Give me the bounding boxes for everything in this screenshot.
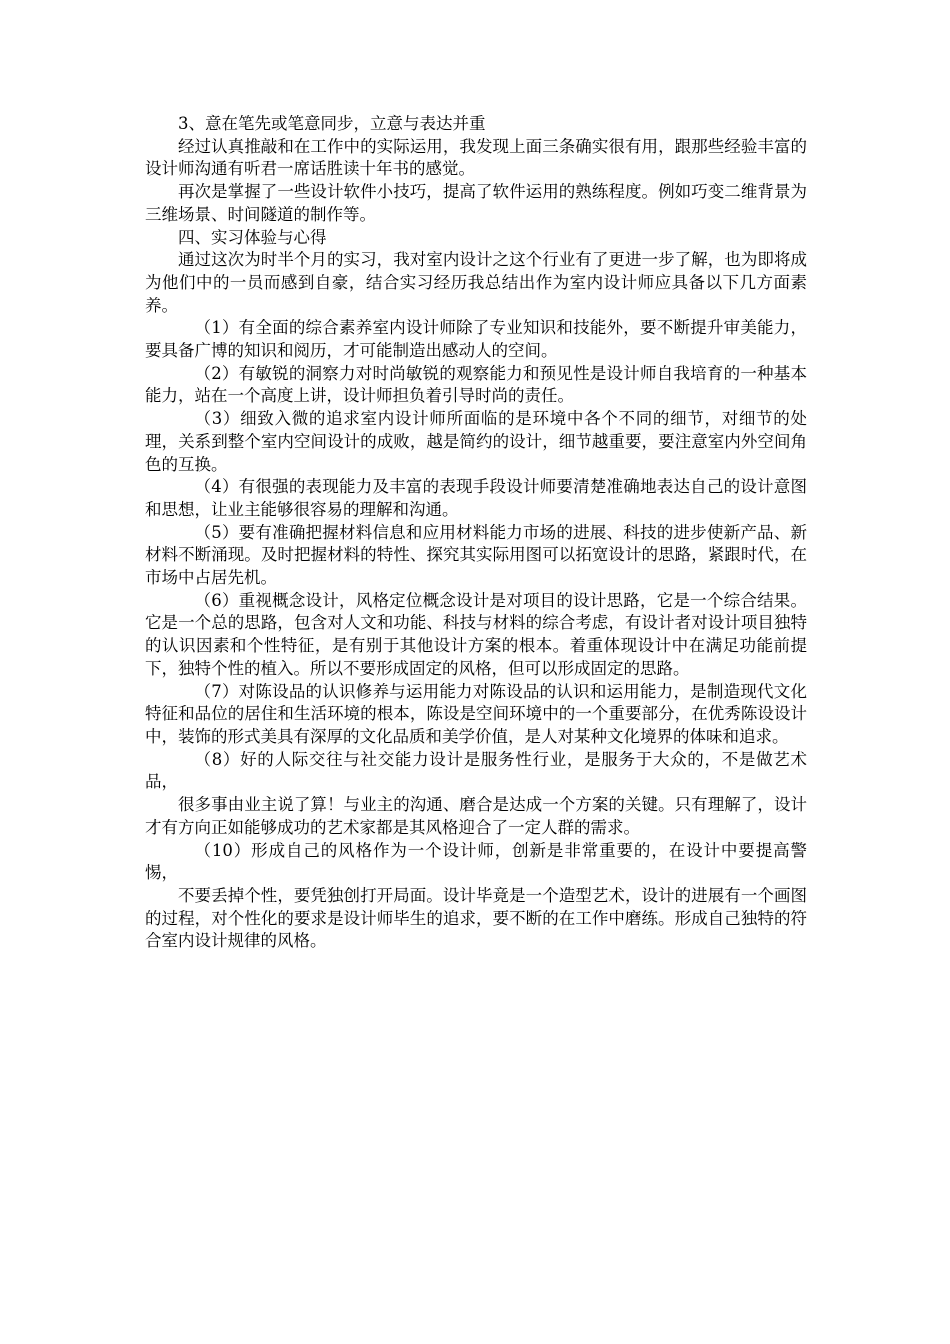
paragraph-internship-intro: 通过这次为时半个月的实习，我对室内设计之这个行业有了更进一步了解，也为即将成为他们中的一员而感到自豪，结合实习经历我总结出作为室内设计师应具备以下几方面素养。 (145, 250, 807, 315)
list-item-5: （5）要有准确把握材料信息和应用材料能力市场的进展、科技的进步使新产品、新材料不断涌现。及时把握材料的特性、探究其实际用图可以拓宽设计的思路，紧跟时代，在市场中占居先机。 (145, 522, 807, 588)
list-item-10: （10）形成自己的风格作为一个设计师，创新是非常重要的，在设计中要提高警惕， (145, 840, 807, 883)
section-heading-4: 四、实习体验与心得 (178, 227, 327, 247)
list-item-8: （8）好的人际交往与社交能力设计是服务性行业，是服务于大众的，不是做艺术品， (145, 749, 807, 792)
paragraph-software-skills: 再次是掌握了一些设计软件小技巧，提高了软件运用的熟练程度。例如巧变二维背景为三维场景、时间隧道的制作等。 (145, 182, 807, 224)
document-body (145, 113, 807, 953)
list-item-7: （7）对陈设品的认识修养与运用能力对陈设品的认识和运用能力，是制造现代文化特征和品位的居住和生活环境的根本，陈设是空间环境中的一个重要部分，在优秀陈设设计中，装饰的形式美具有深厚的文化品质和美学价值，是人对某种文化境界的体味和追求。 (145, 681, 807, 746)
list-item-4: （4）有很强的表现能力及丰富的表现手段设计师要清楚准确地表达自己的设计意图和思想，让业主能够很容易的理解和沟通。 (145, 477, 807, 519)
list-item-3: （3）细致入微的追求室内设计师所面临的是环境中各个不同的细节，对细节的处理，关系到整个室内空间设计的成败，越是简约的设计，细节越重要，要注意室内外空间角色的互换。 (145, 409, 807, 474)
paragraph-experience: 经过认真推敲和在工作中的实际运用，我发现上面三条确实很有用，跟那些经验丰富的设计师沟通有听君一席话胜读十年书的感觉。 (145, 136, 807, 179)
list-item-6: （6）重视概念设计，风格定位概念设计是对项目的设计思路，它是一个综合结果。它是一个总的思路，包含对人文和功能、科技与材料的综合考虑，有设计者对设计项目独特的认识因素和个性特征，是有别于其他设计方案的根本。着重体现设计中在满足功能前提下，独特个性的植入。所以不要形成固定的风格，但可以形成固定的思路。 (145, 590, 807, 678)
list-item-2: （2）有敏锐的洞察力对时尚敏锐的观察能力和预见性是设计师自我培育的一种基本能力，站在一个高度上讲，设计师担负着引导时尚的责任。 (145, 363, 807, 406)
paragraph-personal-style: 不要丢掉个性，要凭独创打开局面。设计毕竟是一个造型艺术，设计的进展有一个画图的过程，对个性化的要求是设计师毕生的追求，要不断的在工作中磨练。形成自己独特的符合室内设计规律的风格。 (145, 885, 807, 951)
paragraph-client-communication: 很多事由业主说了算！与业主的沟通、磨合是达成一个方案的关键。只有理解了，设计才有方向正如能够成功的艺术家都是其风格迎合了一定人群的需求。 (145, 795, 807, 837)
heading-point-3: 3、意在笔先或笔意同步，立意与表达并重 (178, 114, 486, 133)
list-item-1: （1）有全面的综合素养室内设计师除了专业知识和技能外，要不断提升审美能力，要具备广博的知识和阅历，才可能制造出感动人的空间。 (145, 318, 807, 361)
